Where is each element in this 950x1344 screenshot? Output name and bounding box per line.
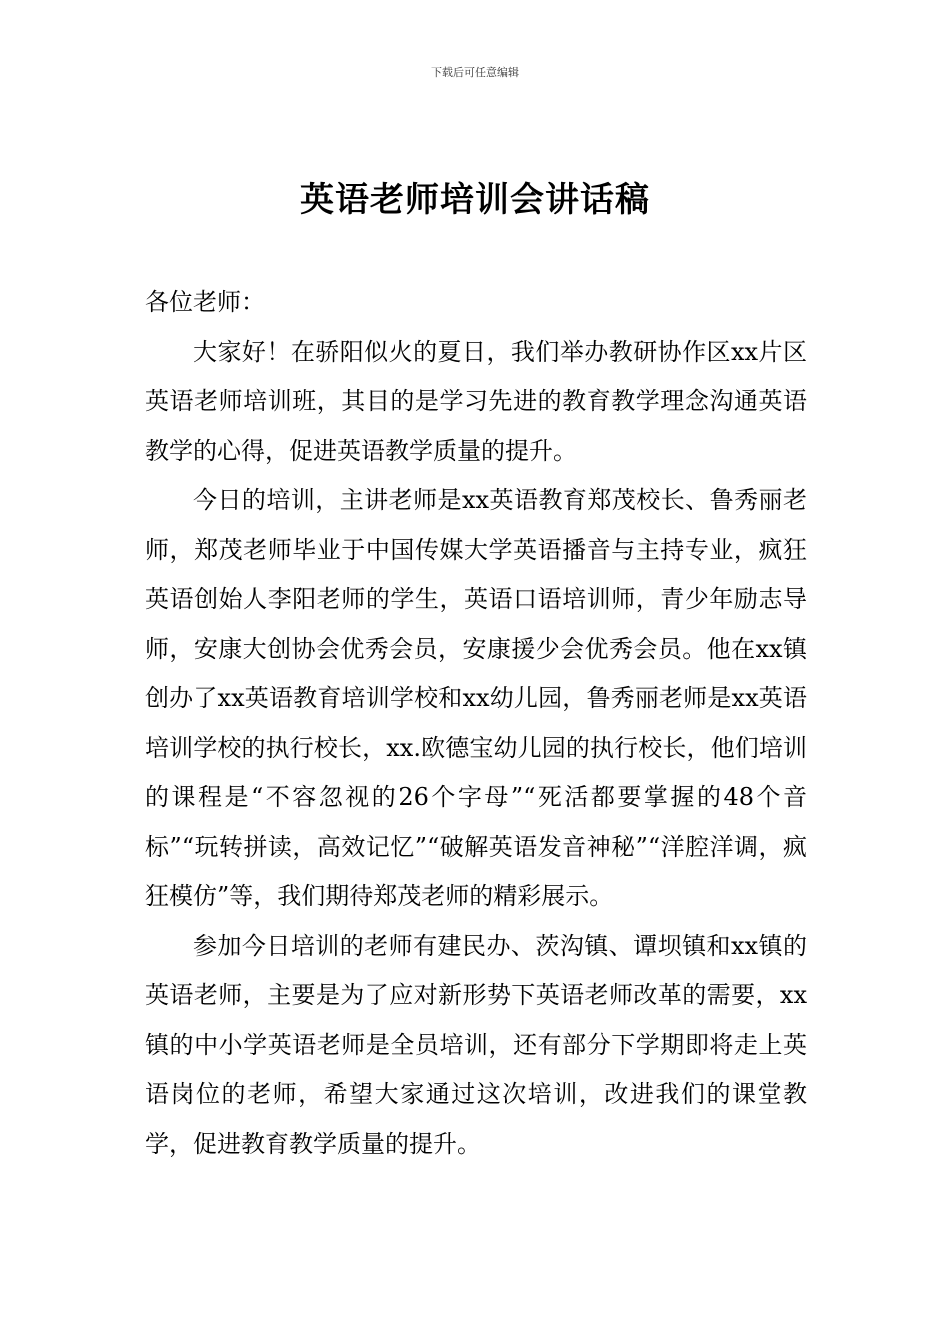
paragraph-3: 参加今日培训的老师有建民办、茨沟镇、谭坝镇和xx镇的英语老师，主要是为了应对新形势下英语老师改革的需要，xx镇的中小学英语老师是全员培训，还有部分下学期即将走上英语岗位的老师，希望大家通过这次培训，改进我们的课堂教学，促进教育教学质量的提升。 [145, 931, 807, 1158]
document-title: 英语老师培训会讲话稿 [300, 180, 650, 220]
salutation: 各位老师： [145, 288, 265, 316]
document-body [145, 278, 807, 1169]
paragraph-2: 今日的培训，主讲老师是xx英语教育郑茂校长、鲁秀丽老师，郑茂老师毕业于中国传媒大学英语播音与主持专业，疯狂英语创始人李阳老师的学生，英语口语培训师，青少年励志导师，安康大创协会优秀会员，安康援少会优秀会员。他在xx镇创办了xx英语教育培训学校和xx幼儿园，鲁秀丽老师是xx英语培训学校的执行校长，xx.欧德宝幼儿园的执行校长，他们培训的课程是“不容忽视的26个字母”“死活都要掌握的48个音标”“玩转拼读，高效记忆”“破解英语发音神秘”“洋腔洋调，疯狂模仿”等，我们期待郑茂老师的精彩展示。 [145, 486, 807, 910]
header-note: 下载后可任意编辑 [431, 66, 519, 79]
paragraph-1: 大家好！在骄阳似火的夏日，我们举办教研协作区xx片区英语老师培训班，其目的是学习先进的教育教学理念沟通英语教学的心得，促进英语教学质量的提升。 [145, 337, 807, 465]
